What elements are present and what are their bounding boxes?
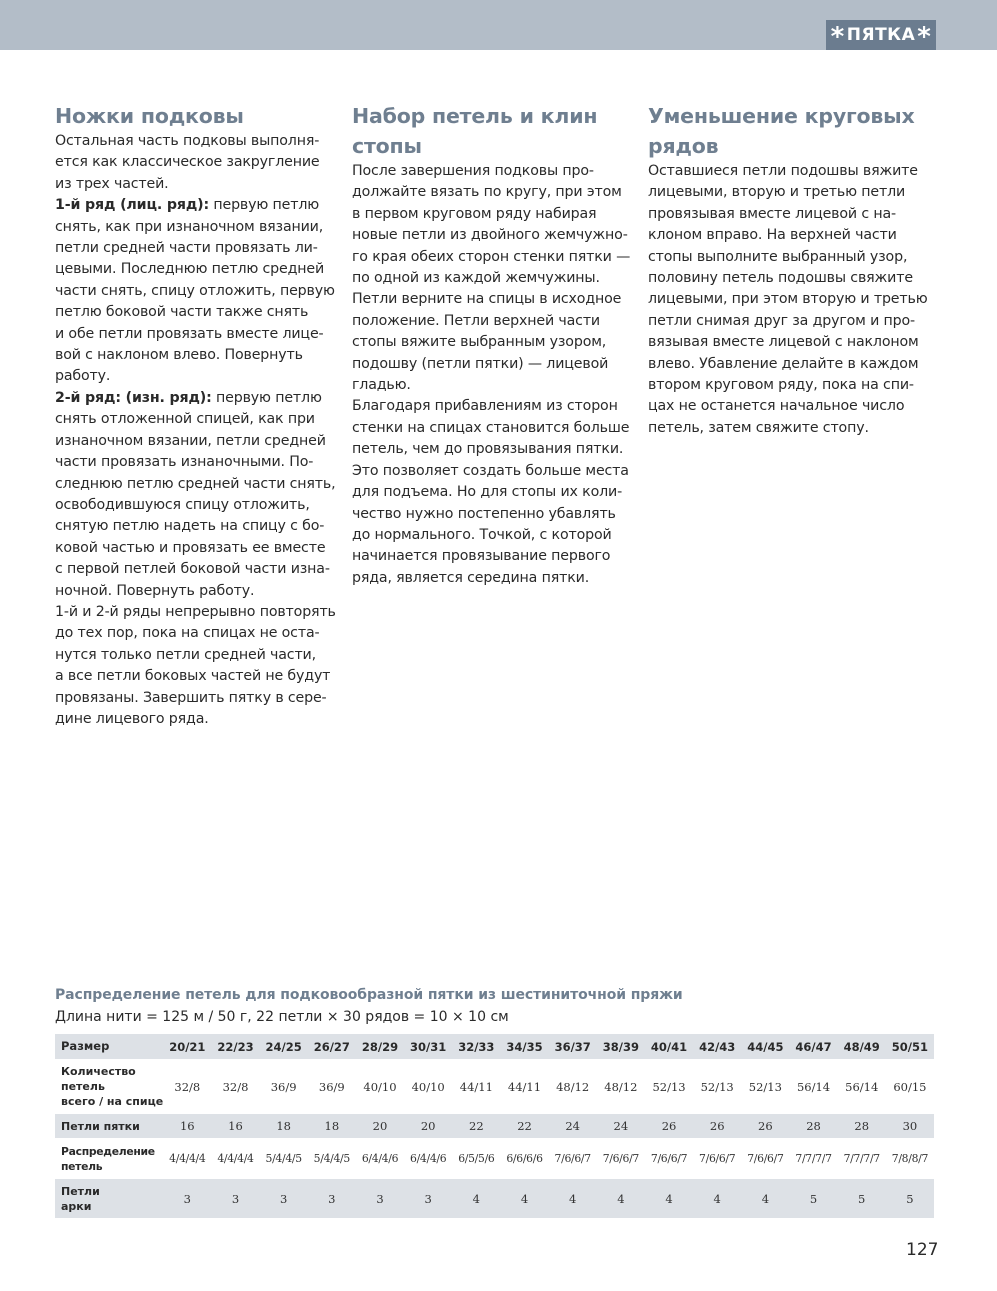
text-line [55, 324, 330, 345]
header-label: Размер [55, 1034, 163, 1059]
size-header-cell: 42/43 [693, 1034, 741, 1059]
body-paragraph [55, 195, 335, 388]
text-line [352, 504, 627, 525]
table-cell: 60/15 [886, 1059, 934, 1114]
line-text: чество нужно постепенно убавлять [352, 505, 616, 522]
line-text: половину петель подошвы свяжите [648, 270, 913, 287]
text-line [352, 375, 627, 396]
text-line [55, 474, 336, 495]
text-line [648, 247, 923, 268]
text-line [648, 161, 923, 182]
text-line [352, 204, 627, 225]
text-line [352, 396, 627, 417]
line-text: цевыми. Последнюю петлю средней [55, 261, 325, 278]
table-cell: 6/6/6/6 [500, 1138, 548, 1179]
line-text: работу. [55, 368, 111, 385]
line-text: должайте вязать по кругу, при этом [352, 184, 622, 201]
size-header-cell: 24/25 [260, 1034, 308, 1059]
line-text: первую петлю [211, 389, 322, 406]
table-cell: 4 [452, 1179, 500, 1218]
table-cell: 52/13 [741, 1059, 789, 1114]
table-cell: 40/10 [356, 1059, 404, 1114]
stitch-distribution-table [55, 1034, 934, 1218]
page-number: 127 [906, 1240, 939, 1260]
table-cell: 56/14 [838, 1059, 886, 1114]
line-text: а все петли боковых частей не будут [55, 668, 331, 685]
size-header-cell: 34/35 [500, 1034, 548, 1059]
table-cell: 4/4/4/4 [163, 1138, 211, 1179]
line-text: для подъема. Но для стопы их коли- [352, 484, 623, 501]
line-text: петель, чем до провязывания пятки. [352, 441, 624, 458]
table-cell: 56/14 [789, 1059, 837, 1114]
line-text: следнюю петлю средней части снять, [55, 475, 336, 492]
table-cell: 52/13 [693, 1059, 741, 1114]
row-label [55, 1179, 163, 1218]
table-cell: 22 [452, 1114, 500, 1138]
line-text: лицевыми, при этом вторую и третью [648, 291, 928, 308]
text-line [55, 131, 330, 152]
line-text: го края обеих сторон стенки пятки — [352, 248, 631, 265]
table-cell: 6/5/5/6 [452, 1138, 500, 1179]
heading-line: стопы [352, 134, 422, 158]
line-text: Это позволяет создать больше места [352, 462, 629, 479]
table-cell: 3 [356, 1179, 404, 1218]
table-cell: 52/13 [645, 1059, 693, 1114]
text-line [55, 559, 330, 580]
row-label-line: Количество [61, 1065, 136, 1078]
table-cell: 6/4/4/6 [404, 1138, 452, 1179]
table-cell: 4 [500, 1179, 548, 1218]
text-line [648, 332, 923, 353]
text-line [55, 516, 330, 537]
table-cell: 26 [741, 1114, 789, 1138]
body-paragraph [648, 161, 928, 439]
row-label-line: всего / на спице [61, 1095, 164, 1108]
text-line [55, 152, 330, 173]
line-text: Остальная часть подковы выполня- [55, 133, 320, 149]
line-text: 1-й и 2-й ряды непрерывно повторять [55, 603, 336, 620]
table-cell: 5/4/4/5 [308, 1138, 356, 1179]
text-line [55, 366, 330, 387]
text-line [648, 225, 923, 246]
table-cell: 28 [789, 1114, 837, 1138]
line-text: ночной. Повернуть работу. [55, 582, 255, 599]
text-line [55, 302, 330, 323]
table-cell: 36/9 [260, 1059, 308, 1114]
line-text: провязывая вместе лицевой с на- [648, 205, 896, 222]
table-cell: 5 [789, 1179, 837, 1218]
column-decreases [648, 101, 928, 439]
text-line [55, 452, 330, 473]
line-text: снятую петлю надеть на спицу с бо- [55, 518, 325, 535]
row-label [55, 1059, 163, 1114]
line-text: стенки на спицах становится больше [352, 419, 630, 436]
table-row [55, 1179, 934, 1218]
size-header-cell: 46/47 [789, 1034, 837, 1059]
text-line [55, 709, 330, 730]
table-cell: 20 [404, 1114, 452, 1138]
size-header-cell: 38/39 [597, 1034, 645, 1059]
section-tab [826, 20, 936, 50]
text-line [648, 311, 923, 332]
section-title: ПЯТКА [846, 25, 916, 45]
table-cell: 24 [549, 1114, 597, 1138]
column-heading [352, 101, 627, 161]
line-text: дине лицевого ряда. [55, 710, 209, 727]
row-label [55, 1114, 163, 1138]
table-subtitle: Длина нити = 125 м / 50 г, 22 петли × 30 рядов = 10 × 10 см [55, 1009, 509, 1025]
size-header-cell: 44/45 [741, 1034, 789, 1059]
table-cell: 30 [886, 1114, 934, 1138]
line-text: нутся только петли средней части, [55, 646, 316, 663]
heading-line: Уменьшение круговых [648, 104, 915, 128]
table-cell: 4/4/4/4 [211, 1138, 259, 1179]
table-cell: 40/10 [404, 1059, 452, 1114]
body-paragraph [55, 602, 336, 730]
body-paragraph [352, 396, 630, 589]
line-text: новые петли из двойного жемчужно- [352, 227, 628, 244]
line-text: изнаночном вязании, петли средней [55, 432, 326, 449]
row-label-bold: 2-й ряд: (изн. ряд): [55, 389, 212, 406]
body-paragraph [55, 131, 330, 195]
text-line [55, 581, 330, 602]
text-line [55, 409, 330, 430]
line-text: стопы вяжите выбранным узором, [352, 334, 607, 351]
table-cell: 3 [163, 1179, 211, 1218]
text-line [648, 182, 923, 203]
line-text: петли средней части провязать ли- [55, 240, 318, 257]
size-header-cell: 30/31 [404, 1034, 452, 1059]
line-text: начинается провязывание первого [352, 548, 611, 565]
table-cell: 7/8/8/7 [886, 1138, 934, 1179]
row-label-line: арки [61, 1199, 92, 1213]
row-label-line: Распределение [61, 1144, 155, 1158]
line-text: до нормального. Точкой, с которой [352, 526, 612, 543]
row-label-line: Петли [61, 1184, 100, 1198]
table-row [55, 1059, 934, 1114]
table-cell: 22 [500, 1114, 548, 1138]
text-line [55, 538, 330, 559]
text-line [352, 546, 627, 567]
line-text: части провязать изнаночными. По- [55, 454, 314, 471]
line-text: снять, как при изнаночном вязании, [55, 218, 324, 235]
line-text: цах не останется начальное число [648, 398, 905, 415]
text-line [352, 354, 627, 375]
line-text: первую петлю [209, 197, 320, 214]
heading-line: Набор петель и клин [352, 104, 598, 128]
table-cell: 5/4/4/5 [260, 1138, 308, 1179]
text-line [648, 289, 928, 310]
line-text: в первом круговом ряду набирая [352, 205, 597, 222]
asterisk-icon: * [917, 22, 932, 52]
text-line [55, 281, 335, 302]
text-line [352, 568, 627, 589]
text-line [55, 174, 330, 195]
size-header-cell: 26/27 [308, 1034, 356, 1059]
table-cell: 20 [356, 1114, 404, 1138]
row-label [55, 1138, 163, 1179]
text-line [352, 332, 627, 353]
line-text: петлю боковой части также снять [55, 304, 309, 321]
text-line [352, 525, 627, 546]
text-line [648, 268, 923, 289]
size-header-cell: 22/23 [211, 1034, 259, 1059]
table-cell: 24 [597, 1114, 645, 1138]
line-text: ряда, является середина пятки. [352, 569, 590, 586]
size-header-cell: 50/51 [886, 1034, 934, 1059]
line-text: и обе петли провязать вместе лице- [55, 325, 324, 342]
text-line [55, 495, 330, 516]
table-cell: 5 [886, 1179, 934, 1218]
table-cell: 4 [741, 1179, 789, 1218]
text-line [55, 431, 330, 452]
row-label-bold: 1-й ряд (лиц. ряд): [55, 197, 209, 214]
table-cell: 7/6/6/7 [597, 1138, 645, 1179]
column-horseshoe-legs [55, 101, 336, 730]
table-cell: 4 [693, 1179, 741, 1218]
table-cell: 44/11 [452, 1059, 500, 1114]
table-cell: 4 [549, 1179, 597, 1218]
table-cell: 7/6/6/7 [741, 1138, 789, 1179]
table-cell: 32/8 [163, 1059, 211, 1114]
text-line [55, 388, 330, 409]
text-line [648, 418, 923, 439]
table-cell: 3 [211, 1179, 259, 1218]
text-line [352, 247, 631, 268]
line-text: ковой частью и провязать ее вместе [55, 539, 326, 556]
asterisk-icon: * [830, 22, 845, 52]
line-text: клоном вправо. На верхней части [648, 227, 897, 244]
line-text: гладью. [352, 377, 411, 394]
text-line [55, 666, 330, 687]
text-line [55, 645, 330, 666]
line-text: втором круговом ряду, пока на спи- [648, 377, 914, 394]
line-text: подошву (петли пятки) — лицевой [352, 355, 609, 372]
table-cell: 28 [838, 1114, 886, 1138]
table-cell: 44/11 [500, 1059, 548, 1114]
table-cell: 5 [838, 1179, 886, 1218]
table-cell: 32/8 [211, 1059, 259, 1114]
table-cell: 4 [597, 1179, 645, 1218]
table-cell: 48/12 [549, 1059, 597, 1114]
line-text: лицевыми, вторую и третью петли [648, 184, 906, 201]
text-line [352, 225, 627, 246]
text-line [352, 161, 627, 182]
body-paragraph [352, 161, 631, 396]
line-text: Благодаря прибавлениям из сторон [352, 398, 618, 415]
text-line [55, 217, 330, 238]
text-line [55, 238, 330, 259]
size-header-cell: 20/21 [163, 1034, 211, 1059]
row-label-line: петель [61, 1080, 105, 1093]
table-cell: 6/4/4/6 [356, 1138, 404, 1179]
text-line [352, 182, 627, 203]
table-cell: 26 [645, 1114, 693, 1138]
line-text: провязаны. Завершить пятку в сере- [55, 689, 327, 706]
line-text: петли снимая друг за другом и про- [648, 312, 915, 329]
table-cell: 16 [211, 1114, 259, 1138]
text-line [648, 396, 923, 417]
table-cell: 26 [693, 1114, 741, 1138]
line-text: ется как классическое закругление [55, 154, 320, 171]
table-cell: 36/9 [308, 1059, 356, 1114]
text-line [352, 461, 627, 482]
table-cell: 7/6/6/7 [645, 1138, 693, 1179]
table-row [55, 1138, 934, 1179]
text-line [55, 623, 330, 644]
line-text: до тех пор, пока на спицах не оста- [55, 625, 320, 642]
column-heading [55, 101, 330, 131]
table-cell: 3 [308, 1179, 356, 1218]
text-line [648, 375, 923, 396]
text-line [55, 259, 330, 280]
table-cell: 4 [645, 1179, 693, 1218]
text-line [352, 268, 627, 289]
table-cell: 7/6/6/7 [549, 1138, 597, 1179]
table-cell: 48/12 [597, 1059, 645, 1114]
text-line [55, 688, 330, 709]
text-line [55, 195, 330, 216]
table-cell: 18 [260, 1114, 308, 1138]
text-line [352, 418, 630, 439]
size-header-cell: 32/33 [452, 1034, 500, 1059]
text-line [648, 204, 923, 225]
line-text: вязывая вместе лицевой с наклоном [648, 334, 919, 351]
table-cell: 7/7/7/7 [789, 1138, 837, 1179]
table-header-row [55, 1034, 934, 1059]
table-cell: 7/7/7/7 [838, 1138, 886, 1179]
line-text: из трех частей. [55, 175, 169, 192]
column-gusset [352, 101, 631, 589]
size-header-cell: 28/29 [356, 1034, 404, 1059]
text-line [352, 482, 627, 503]
table-cell: 18 [308, 1114, 356, 1138]
size-header-cell: 40/41 [645, 1034, 693, 1059]
line-text: После завершения подковы про- [352, 163, 594, 179]
text-line [352, 439, 627, 460]
line-text: снять отложенной спицей, как при [55, 411, 315, 428]
line-text: влево. Убавление делайте в каждом [648, 355, 919, 372]
text-line [55, 345, 330, 366]
table-row [55, 1114, 934, 1138]
line-text: вой с наклоном влево. Повернуть [55, 347, 303, 364]
table-cell: 3 [260, 1179, 308, 1218]
table-title: Распределение петель для подковообразной пятки из шестиниточной пряжи [55, 987, 683, 1003]
heading-line: рядов [648, 134, 719, 158]
text-line [55, 602, 336, 623]
row-label-line: петель [61, 1159, 103, 1173]
size-header-cell: 48/49 [838, 1034, 886, 1059]
body-paragraph [55, 388, 336, 602]
line-text: с первой петлей боковой части изна- [55, 561, 330, 578]
row-label-line: Петли пятки [61, 1119, 140, 1133]
line-text: петель, затем свяжите стопу. [648, 419, 869, 436]
size-header-cell: 36/37 [549, 1034, 597, 1059]
table-cell: 16 [163, 1114, 211, 1138]
text-line [352, 311, 627, 332]
line-text: освободившуюся спицу отложить, [55, 496, 310, 513]
line-text: Оставшиеся петли подошвы вяжите [648, 163, 918, 179]
line-text: по одной из каждой жемчужины. [352, 270, 600, 287]
table-cell: 3 [404, 1179, 452, 1218]
table-cell: 7/6/6/7 [693, 1138, 741, 1179]
line-text: стопы выполните выбранный узор, [648, 248, 908, 265]
line-text: Петли верните на спицы в исходное [352, 291, 622, 308]
line-text: положение. Петли верхней части [352, 312, 601, 329]
column-heading [648, 101, 923, 161]
line-text: части снять, спицу отложить, первую [55, 282, 335, 299]
text-line [648, 354, 923, 375]
text-line [352, 289, 627, 310]
heading-line: Ножки подковы [55, 104, 244, 128]
